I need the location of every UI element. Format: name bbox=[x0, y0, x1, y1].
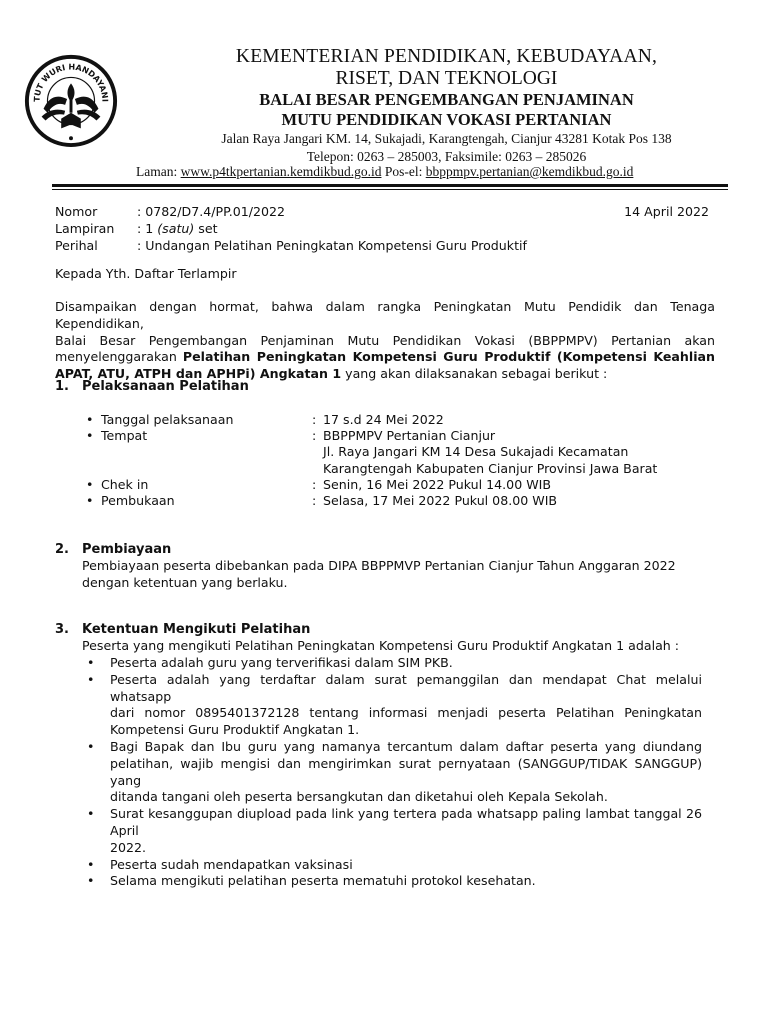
perihal-label: Perihal bbox=[55, 237, 98, 253]
requirement-line: Peserta sudah mendapatkan vaksinasi bbox=[110, 856, 353, 872]
requirement-item bbox=[82, 739, 702, 806]
detail-row: Jl. Raya Jangari KM 14 Desa Sukajadi Kecamatan bbox=[323, 444, 629, 460]
requirement-line: Bagi Bapak dan Ibu guru yang namanya tercantum dalam daftar peserta yang diundang bbox=[110, 738, 702, 754]
detail-row: Karangtengah Kabupaten Cianjur Provinsi Jawa Barat bbox=[323, 460, 658, 476]
requirement-line: Kompetensi Guru Produktif Angkatan 1. bbox=[110, 722, 360, 738]
requirement-item bbox=[82, 873, 702, 890]
section-3-heading: 3. Ketentuan Mengikuti Pelatihan bbox=[55, 622, 311, 637]
tut-wuri-handayani-logo bbox=[22, 50, 120, 148]
requirement-line: Peserta adalah guru yang terverifikasi dalam SIM PKB. bbox=[110, 655, 453, 670]
detail-row: • Chek in : Senin, 16 Mei 2022 Pukul 14.00 WIB bbox=[86, 476, 552, 492]
institution-name-line1: BALAI BESAR PENGEMBANGAN PENJAMINAN bbox=[259, 90, 634, 109]
section-2-heading: 2. Pembiayaan bbox=[55, 542, 172, 557]
requirement-line: Selama mengikuti pelatihan peserta mematuhi protokol kesehatan. bbox=[110, 873, 536, 889]
website-link[interactable]: www.p4tkpertanian.kemdikbud.go.id bbox=[180, 164, 382, 179]
institution-web-contact bbox=[136, 164, 716, 180]
section-1-heading: 1. Pelaksanaan Pelatihan bbox=[55, 379, 249, 394]
tut-wuri-handayani-emblem-icon bbox=[22, 50, 120, 148]
institution-address: Jalan Raya Jangari KM. 14, Sukajadi, Karangtengah, Cianjur 43281 Kotak Pos 138 bbox=[221, 131, 672, 146]
requirements-list bbox=[82, 655, 702, 890]
detail-row: • Pembukaan : Selasa, 17 Mei 2022 Pukul 08.00 WIB bbox=[86, 492, 558, 508]
training-details bbox=[80, 412, 700, 509]
requirement-item bbox=[82, 806, 702, 856]
bullet-icon: • bbox=[87, 806, 95, 822]
website-label: Laman: bbox=[136, 164, 178, 179]
perihal-value: : Undangan Pelatihan Peningkatan Kompetensi Guru Produktif bbox=[137, 237, 527, 253]
requirements-lead: Peserta yang mengikuti Pelatihan Peningkatan Kompetensi Guru Produktif Angkatan 1 adalah : bbox=[82, 638, 680, 653]
financing-paragraph: Pembiayaan peserta dibebankan pada DIPA BBPPMVP Pertanian Cianjur Tahun Anggaran 2022 dengan ketentuan yang berlaku. bbox=[82, 558, 676, 590]
letter-date: 14 April 2022 bbox=[624, 204, 709, 219]
nomor-value: : 0782/D7.4/PP.01/2022 bbox=[137, 204, 286, 219]
recipient-line: Kepada Yth. Daftar Terlampir bbox=[55, 266, 237, 281]
letter-meta bbox=[55, 204, 715, 254]
bullet-icon: • bbox=[87, 873, 95, 889]
bullet-icon: • bbox=[87, 856, 95, 872]
ministry-name-line1: KEMENTERIAN PENDIDIKAN, KEBUDAYAAN, bbox=[235, 46, 658, 67]
requirement-item bbox=[82, 857, 702, 874]
requirement-line: 2022. bbox=[110, 839, 147, 855]
email-link[interactable]: bbppmpv.pertanian@kemdikbud.go.id bbox=[425, 164, 634, 179]
requirement-line: Peserta adalah yang terdaftar dalam surat pemanggilan dan mendapat Chat melalui whatsapp bbox=[110, 671, 702, 704]
logo-motto: TUT WURI HANDAYANI bbox=[32, 62, 110, 103]
detail-row: • Tanggal pelaksanaan : 17 s.d 24 Mei 2022 bbox=[86, 412, 444, 427]
requirement-line: ditanda tangani oleh peserta bersangkutan dan diketahui oleh Kepala Sekolah. bbox=[110, 789, 608, 805]
institution-phone: Telepon: 0263 – 285003, Faksimile: 0263 – 285026 bbox=[306, 149, 587, 164]
detail-row: • Tempat : BBPPMPV Pertanian Cianjur bbox=[86, 428, 496, 444]
requirement-item bbox=[82, 672, 702, 739]
requirement-item bbox=[82, 655, 702, 672]
bullet-icon: • bbox=[87, 655, 95, 670]
lampiran-label: Lampiran bbox=[55, 220, 115, 236]
lampiran-value: : 1 (satu) set bbox=[137, 220, 218, 236]
ministry-name-line2: RISET, DAN TEKNOLOGI bbox=[335, 68, 558, 89]
letterhead-divider-thin bbox=[52, 189, 728, 190]
letterhead-divider-thick bbox=[52, 184, 728, 187]
intro-paragraph: Disampaikan dengan hormat, bahwa dalam rangka Peningkatan Mutu Pendidik dan Tenaga Kependidikan, Balai Besar Pengembangan Penjaminan Mutu Pendidikan Vokasi (BBPPMPV) Pertanian akan menyelenggarakan Pelatihan Peningkatan Kompetensi Guru Produktif (Kompetensi Keahlian APAT, ATU, ATPH dan APHPi) Angkatan 1 yang akan dilaksanakan sebagai berikut : bbox=[55, 299, 715, 382]
letterhead bbox=[125, 46, 768, 166]
requirement-line: pelatihan, wajib mengisi dan mengirimkan surat pernyataan (SANGGUP/TIDAK SANGGUP) yang bbox=[110, 755, 702, 788]
nomor-label: Nomor bbox=[55, 204, 98, 219]
bullet-icon: • bbox=[87, 671, 95, 687]
institution-name-line2: MUTU PENDIDIKAN VOKASI PERTANIAN bbox=[281, 110, 612, 129]
requirement-line: Surat kesanggupan diupload pada link yang tertera pada whatsapp paling lambat tanggal 26 April bbox=[110, 806, 702, 838]
email-label: Pos-el: bbox=[384, 164, 423, 179]
bullet-icon: • bbox=[87, 738, 95, 754]
requirement-line: dari nomor 0895401372128 tentang informasi menjadi peserta Pelatihan Peningkatan bbox=[110, 705, 702, 721]
